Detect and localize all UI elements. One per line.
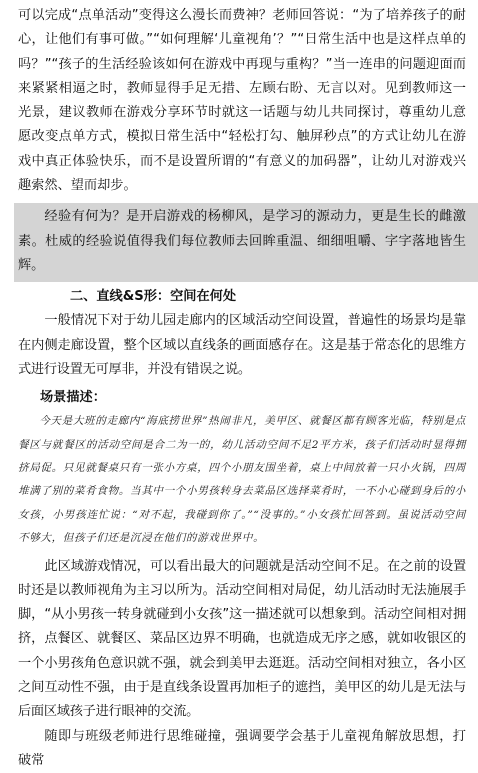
paragraph-click-ordering: 可以完成“点单活动”变得这么漫长而费神？老师回答说：“为了培养孩子的耐心，让他们有事可做。”“如何理解‘儿童视角’？”“日常生活中也是这样点单的吗？”“孩子的生活经验该如何在游戏中再现与重构？”当一连串的问题迎面而来紧紧相逼之时，教师显得手足无措、左顾右盼、无言以对。见到教师这一光景，建议教师在游戏分享环节时就这一话题与幼儿共同探讨，尊重幼儿意愿改变点单方式，模拟日常生活中“轻松打勾、触屏秒点”的方式让幼儿在游戏中真正体验快乐，而不是设置所谓的“有意义的加码器”，让幼儿对游戏兴趣索然、望而却步。	[18, 8, 466, 194]
highlighted-block	[14, 203, 478, 282]
paragraph-space-setup: 一般情况下对于幼儿园走廊内的区域活动空间设置，普遍性的场景均是靠在内侧走廊设置，整个区域以直线条的画面感存在。这是基于常态化的思维方式进行设置无可厚非，并没有错误之说。	[18, 313, 466, 377]
paragraph-analysis: 此区域游戏情况，可以看出最大的问题就是活动空间不足。在之前的设置时还是以教师视角为主习以所为。活动空间相对局促，幼儿活动时无法施展手脚，“从小男孩一转身就碰到小女孩”这一描述就可以想象到。活动空间相对拥挤，点餐区、就餐区、菜品区边界不明确，也就造成无序之感，就如收银区的一个小男孩角色意识就不强，就会到美甲去逛逛。活动空间相对独立，各小区之间互动性不强，由于是直线条设置再加柜子的遮挡，美甲区的幼儿是无法与后面区域孩子进行眼神的交流。	[18, 558, 466, 720]
scene-heading: 场景描述：	[40, 390, 106, 406]
paragraph-experience: 经验有何为？是开启游戏的杨柳风，是学习的源动力，更是生长的雌激素。杜威的经验说值得我们每位教师去回眸重温、细细咀嚼、字字落地皆生辉。	[18, 209, 466, 273]
paragraph-continuation: 随即与班级老师进行思维碰撞，强调要学会基于儿童视角解放思想，打破常	[18, 728, 466, 768]
section-heading: 二、直线&S形：空间在何处	[70, 289, 237, 305]
scene-description: 今天是大班的走廊内“海底捞世界”热闹非凡，美甲区、就餐区都有顾客光临，特别是点餐区与就餐区的活动空间是合二为一的，幼儿活动空间不足2平方米，孩子们活动时显得拥挤局促。只见就餐桌只有一张小方桌，四个小朋友围坐着，桌上中间放着一只小火锅，四周堆满了别的菜肴食物。当其中一个小男孩转身去菜品区选择菜肴时，一不小心碰到身后的小女孩，小男孩连忙说：“对不起，我碰到你了。”“没事的。”小女孩忙回答到。虽说活动空间不够大，但孩子们还是沉浸在他们的游戏世界中。	[18, 415, 466, 545]
